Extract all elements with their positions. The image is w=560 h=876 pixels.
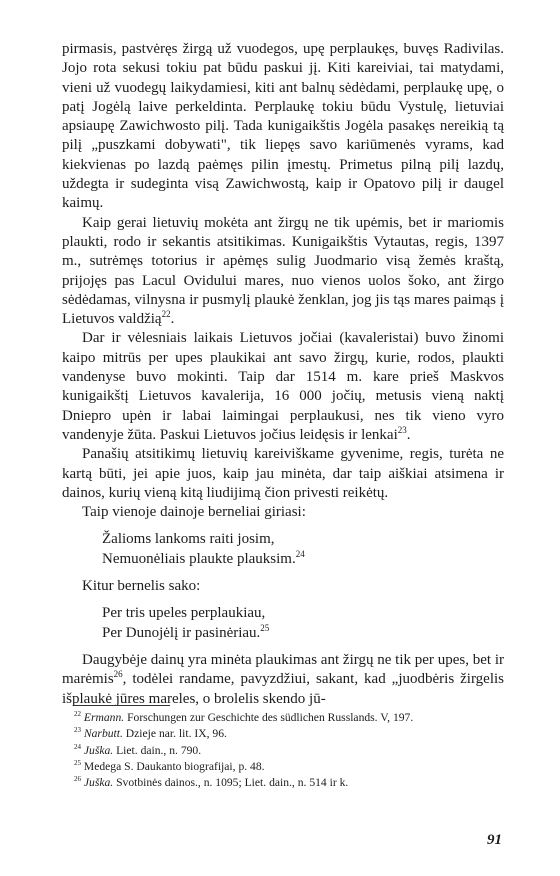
poem-quote-2 <box>102 604 504 643</box>
poem-line-text: Per Dunojėlį ir pasinėriau. <box>102 624 261 641</box>
footnote-26 <box>62 775 504 791</box>
footnote-ref: 23 <box>397 424 407 435</box>
footnote-author: Narbutt. <box>83 727 123 741</box>
footnote-ref: 25 <box>260 622 270 633</box>
footnote-ref: 26 <box>113 669 123 680</box>
paragraph-end: . <box>406 426 411 443</box>
footnotes <box>62 705 504 791</box>
paragraph-3 <box>62 329 504 445</box>
paragraph-text: Daugybėje dainų yra minėta plaukimas ant žirgų ne tik per upes, bet ir marėmis <box>62 651 504 688</box>
footnote-ref: 22 <box>161 309 171 320</box>
footnote-number: 25 <box>74 759 81 768</box>
footnote-text: Dzieje nar. lit. IX, 96. <box>122 727 227 741</box>
footnote-divider <box>74 705 170 706</box>
page-body <box>62 40 504 709</box>
paragraph-text: pirmasis, pastvėręs žirgą už vuodegos, upę perplaukęs, buvęs Radivilas. Jojo rota sekusi tokiu pat būdu paskui jį. Kiti kareiviai, tai matydami, vieni už vuodegų laikydamiesi, kiti ant balnų sėdėdami, perplaukę upę, o patį Jogėlą laive perkeldinta. Perplaukę tokiu būdu Vystulę, lietuviai apsiaupę Zawichwosto pilį. Tada kunigaikštis Jogėla pasakęs nereikią tą pilį „puszkami dobywati", tik liepęs savo kariūmenės vyrams, kad kiekvienas po lazdą paėmęs pilin įmestų. Primetus pilną pilį lazdų, uždegta ir sudeginta visą Zawichwostą, kaip ir Opatovo pilį ir daugel kaimų. <box>62 41 504 212</box>
paragraph-between <box>62 577 504 596</box>
footnote-number: 26 <box>74 775 81 784</box>
footnote-number: 23 <box>74 726 81 735</box>
paragraph-text: Panašių atsitikimų lietuvių kareiviškame gyvenime, regis, turėta ne kartą būti, jei apie juos, kaip jau minėta, dar taip aiškiai atsimena ir dainos, kurių vieną kitą liudijimą čion privesti reikėtų. <box>62 446 504 501</box>
paragraph-text: Kaip gerai lietuvių mokėta ant žirgų ne tik upėmis, bet ir mariomis plaukti, rodo ir sekantis atsitikimas. Kunigaikštis Vytautas, regis, 1397 m., sutrėmęs totorius ir apėmęs sulig Juodmario visą žemės kraštą, prijojęs pas Lacul Ovidului mares, nuo vienos uolos šoko, ant žirgo sėdėdamas, vilnysna ir pusmylį plaukė ženklan, jog jis tąs mares paimąs į Lietuvos valdžią <box>62 214 504 328</box>
poem-line: Žalioms lankoms raiti josim, <box>102 531 275 548</box>
footnote-text: Liet. dain., n. 790. <box>113 743 202 757</box>
paragraph-4 <box>62 445 504 503</box>
footnote-number: 22 <box>74 710 81 719</box>
poem-line <box>102 550 504 569</box>
poem-line <box>102 624 504 643</box>
poem-quote-1 <box>102 530 504 569</box>
footnote-text: Svotbinės dainos., n. 1095; Liet. dain., n. 514 ir k. <box>113 776 349 790</box>
footnote-25 <box>62 759 504 775</box>
footnote-22 <box>62 710 504 726</box>
footnote-23 <box>62 726 504 742</box>
paragraph-2 <box>62 214 504 330</box>
footnote-author: Juška. <box>83 776 114 790</box>
footnote-author: Juška. <box>83 743 114 757</box>
footnote-number: 24 <box>74 742 81 751</box>
paragraph-text: Taip vienoje dainoje berneliai giriasi: <box>82 504 306 521</box>
footnote-24 <box>62 743 504 759</box>
main-text <box>62 40 504 709</box>
paragraph-5 <box>62 503 504 522</box>
paragraph-closing <box>62 651 504 709</box>
footnote-text: Forschungen zur Geschichte des südlichen Russlands. V, 197. <box>124 711 414 724</box>
page-number: 91 <box>487 832 502 848</box>
footnote-ref: 24 <box>295 548 305 559</box>
paragraph-end: . <box>170 311 175 328</box>
poem-line: Per tris upeles perplaukiau, <box>102 605 266 622</box>
poem-line-text: Nemuonėliais plaukte plauksim. <box>102 550 296 567</box>
footnote-text: Medega S. Daukanto biografijai, p. 48. <box>83 759 265 773</box>
footnote-author: Ermann. <box>83 711 125 724</box>
paragraph-1 <box>62 40 504 214</box>
paragraph-text: Kitur bernelis sako: <box>82 578 201 595</box>
paragraph-end: , todėlei randame, pavyzdžiui, sakant, kad „juodbėris žirgelis išplaukė jūres mareles, o brolelis skendo jū- <box>62 671 504 707</box>
paragraph-text: Dar ir vėlesniais laikais Lietuvos jočiai (kavaleristai) buvo žinomi kaipo mitrūs per upes plaukikai ant savo žirgų, kurie, rodos, plaukti vandenyse buvo mokinti. Taip dar 1514 m. kare prieš Maskvos kunigaikštį Lietuvos kavalerija, 16 000 jočių, metusis vieną naktį Dniepro upėn ir labai laimingai perplaukusi, nes tik vieno vyro vandenyje žūta. Paskui Lietuvos jočius leidęsis ir lenkai <box>62 330 504 443</box>
